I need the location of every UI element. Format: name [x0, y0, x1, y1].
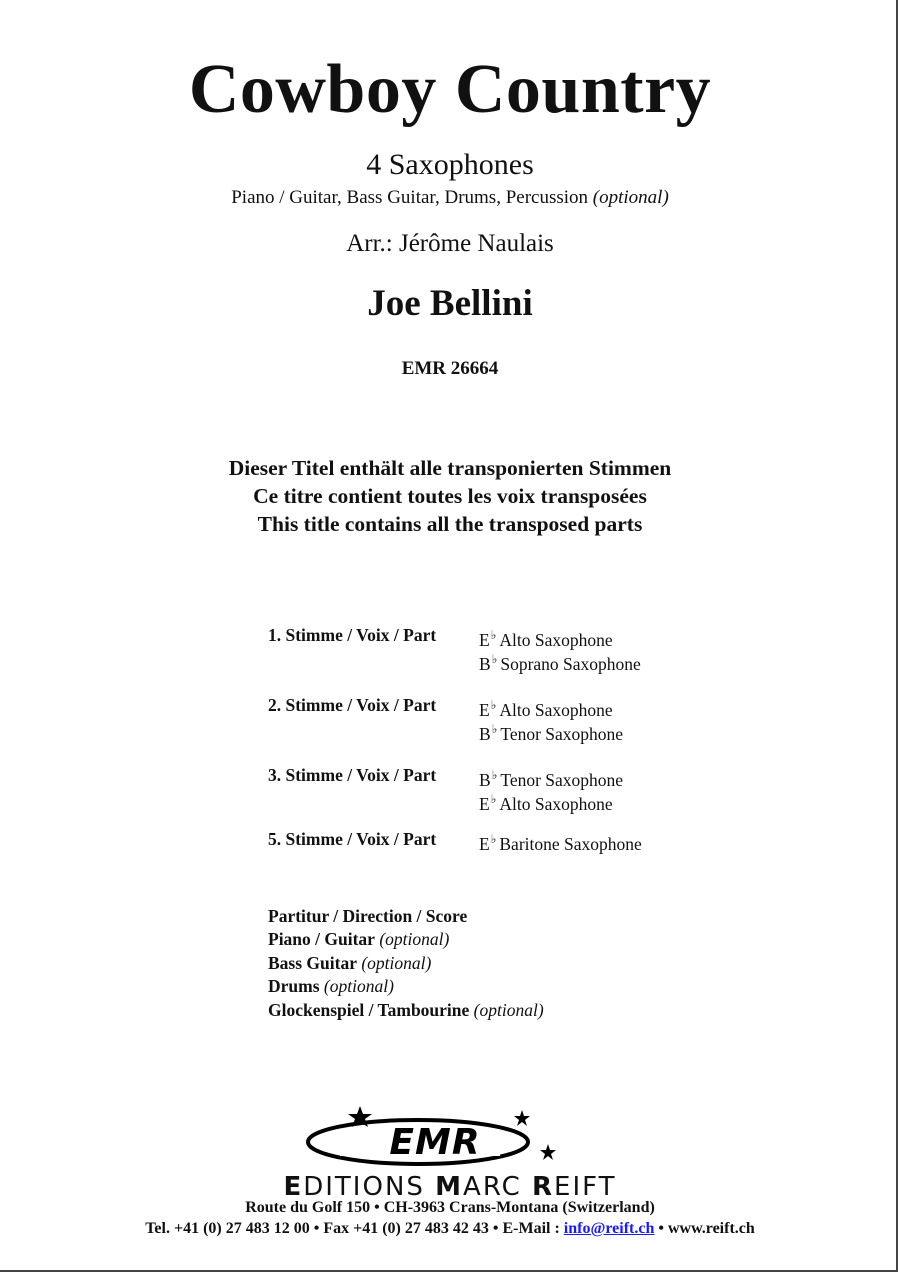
transposed-note-fr: Ce titre contient toutes les voix transposées	[253, 484, 647, 508]
part-1-instrument-1: E♭ Alto Saxophone	[479, 628, 613, 650]
part-1-instrument-2: B♭ Soprano Saxophone	[479, 652, 641, 674]
logo-text: EMR	[389, 1122, 481, 1163]
part-5-instruments	[479, 830, 642, 854]
part-2-label: 2. Stimme / Voix / Part	[268, 695, 437, 715]
part-5-label: 5. Stimme / Voix / Part	[268, 829, 437, 849]
emr-logo	[300, 1104, 570, 1174]
part-3-instrument-2: E♭ Alto Saxophone	[479, 792, 613, 814]
part-2-instrument-1: E♭ Alto Saxophone	[479, 698, 613, 720]
flat-sign: ♭	[491, 768, 498, 782]
star-icon	[540, 1144, 556, 1160]
part-1-instruments	[479, 626, 641, 674]
score-title: Cowboy Country	[188, 51, 712, 128]
instrumentation-sub-text: Piano / Guitar, Bass Guitar, Drums, Percussion	[231, 187, 589, 208]
flat-sign: ♭	[490, 792, 497, 806]
flat-sign: ♭	[490, 698, 497, 712]
publisher-name: EDITIONS MARC REIFT	[283, 1172, 617, 1202]
flat-sign: ♭	[490, 628, 497, 642]
part-2-instrument-2: B♭ Tenor Saxophone	[479, 722, 624, 744]
extra-bass-guitar: Bass Guitar (optional)	[268, 953, 432, 973]
part-5-instrument-1: E♭ Baritone Saxophone	[479, 832, 642, 854]
part-3-instrument-1: B♭ Tenor Saxophone	[479, 768, 624, 790]
transposed-note-de: Dieser Titel enthält alle transponierten Stimmen	[228, 456, 672, 480]
flat-sign: ♭	[491, 722, 498, 736]
optional-note: (optional)	[592, 187, 669, 208]
instrumentation: 4 Saxophones	[366, 148, 534, 181]
part-2-instruments	[479, 696, 623, 744]
instrumentation-subtitle	[0, 187, 900, 209]
publisher-contact: Tel. +41 (0) 27 483 12 00 • Fax +41 (0) 27 483 42 43 • E-Mail : info@reift.ch • www.reift.ch	[145, 1220, 755, 1237]
catalog-number: EMR 26664	[401, 358, 499, 379]
part-1-label: 1. Stimme / Voix / Part	[268, 625, 437, 645]
part-3-label: 3. Stimme / Voix / Part	[268, 765, 437, 785]
extra-glockenspiel: Glockenspiel / Tambourine (optional)	[268, 1000, 544, 1020]
extra-score: Partitur / Direction / Score	[268, 906, 468, 926]
extra-piano-guitar: Piano / Guitar (optional)	[268, 929, 450, 949]
extra-drums: Drums (optional)	[268, 976, 394, 996]
composer: Joe Bellini	[367, 283, 533, 324]
flat-sign: ♭	[491, 652, 498, 666]
publisher-address: Route du Golf 150 • CH-3963 Crans-Montana (Switzerland)	[245, 1199, 655, 1216]
email-link[interactable]: info@reift.ch	[563, 1220, 655, 1237]
star-icon	[514, 1110, 530, 1126]
part-3-instruments	[479, 766, 623, 814]
transposed-note-en: This title contains all the transposed parts	[257, 512, 643, 536]
arranger: Arr.: Jérôme Naulais	[346, 230, 554, 257]
flat-sign: ♭	[490, 832, 497, 846]
